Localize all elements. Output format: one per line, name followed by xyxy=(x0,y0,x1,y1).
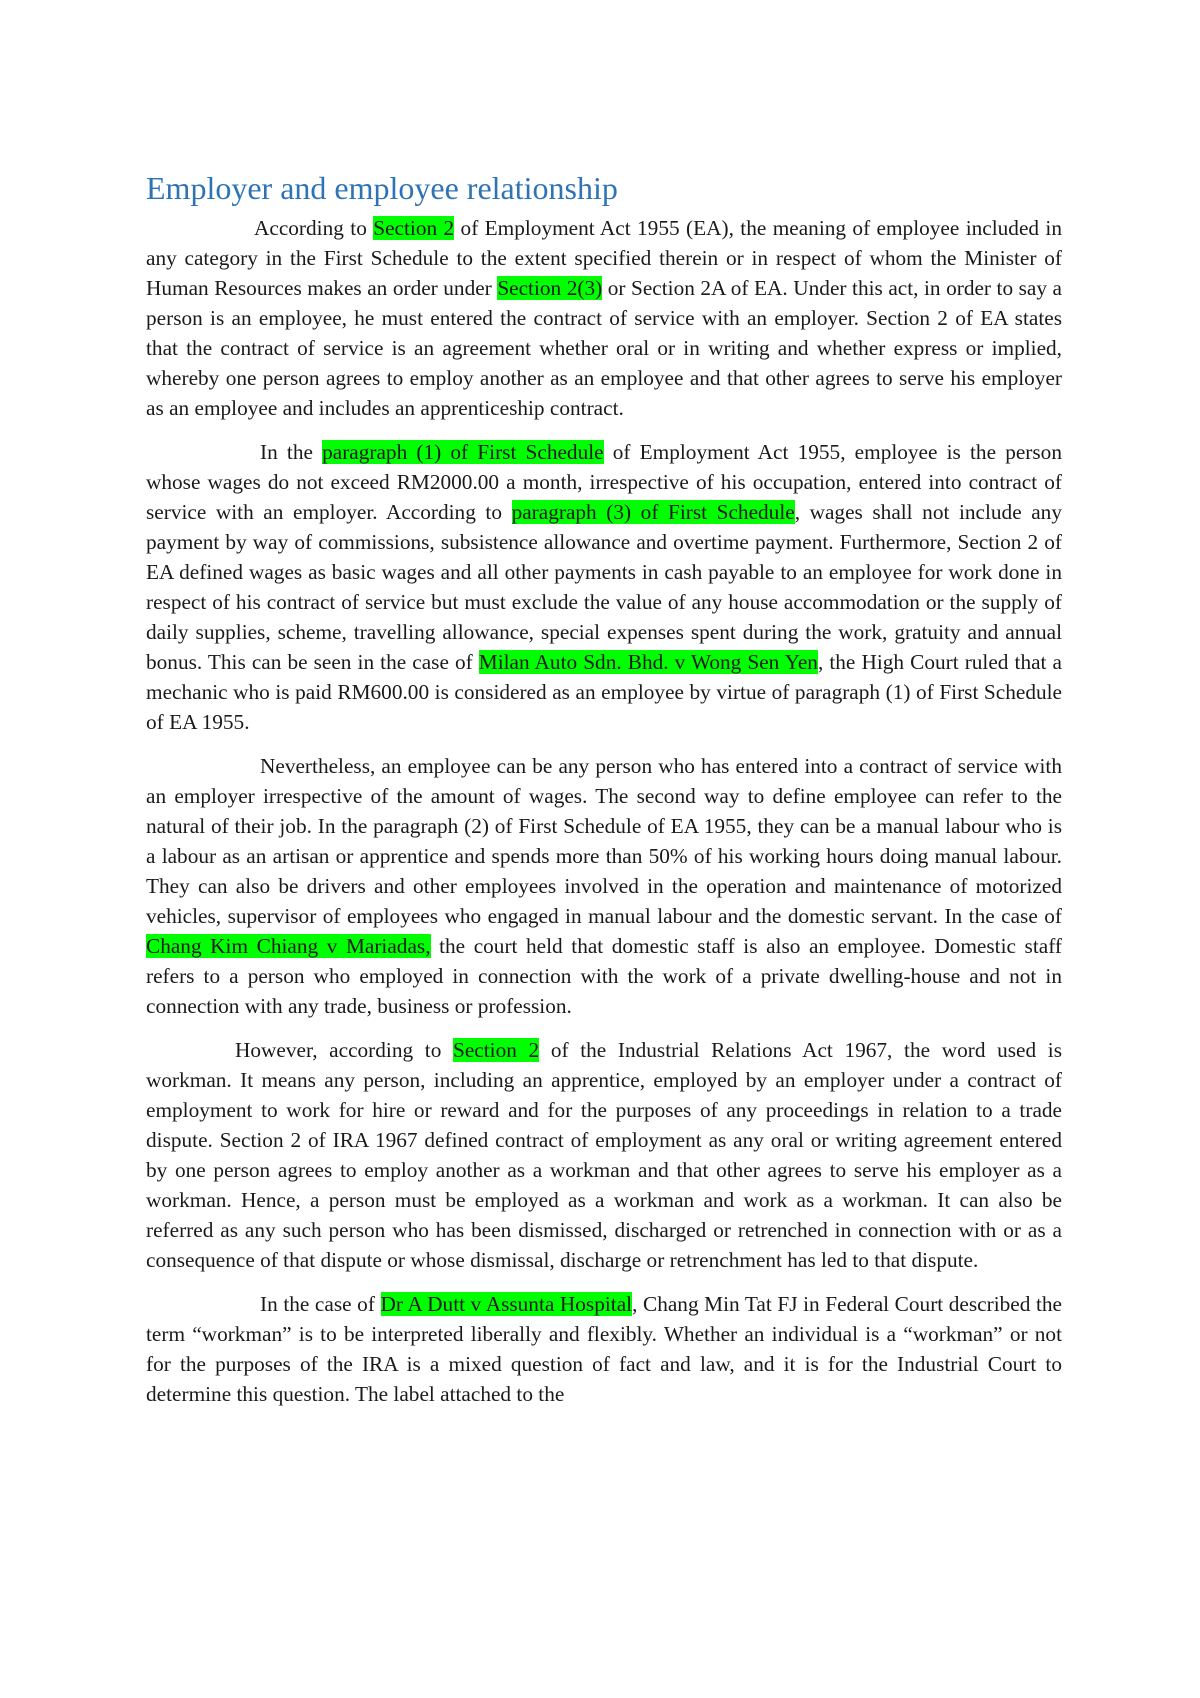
paragraph-2 xyxy=(146,437,1062,737)
document-heading: Employer and employee relationship xyxy=(146,170,618,206)
text-run: However, according to xyxy=(235,1038,453,1062)
paragraph-5 xyxy=(146,1289,1062,1409)
text-run: of the Industrial Relations Act 1967, the word used is workman. It means any person, including an apprentice, employed by an employer under a contract of employment to work for hire or reward and for the purposes of any proceedings in relation to a trade dispute. Section 2 of IRA 1967 defined contract of employment as any oral or writing agreement entered by one person agrees to employ another as a workman and that other agrees to serve his employer as a workman. Hence, a person must be employed as a workman and work as a workman. It can also be referred as any such person who has been dismissed, discharged or retrenched in connection with or as a consequence of that dispute or whose dismissal, discharge or retrenchment has led to that dispute. xyxy=(146,1038,1063,1272)
text-run: In the xyxy=(260,440,323,464)
text-run: Nevertheless, an employee can be any person who has entered into a contract of service with an employer irrespective of the amount of wages. The second way to define employee can refer to the natural of their job. In the paragraph (2) of First Schedule of EA 1955, they can be a manual labour who is a labour as an artisan or apprentice and spends more than 50% of his working hours doing manual labour. They can also be drivers and other employees involved in the operation and maintenance of motorized vehicles, supervisor of employees who engaged in manual labour and the domestic servant. In the case of xyxy=(146,754,1062,928)
highlighted-reference: Section 2(3) xyxy=(497,276,603,300)
text-run: of Employment Act 1955, employee is the person whose wages do not exceed RM2000.00 a month, irrespective of his occupation, entered into contract of service with an employer. According to xyxy=(146,440,1062,524)
text-run: , wages shall not include any payment by way of commissions, subsistence allowance and overtime payment. Furthermore, Section 2 of EA defined wages as basic wages and all other payments in cash payable to an employee for work done in respect of his contract of service but must exclude the value of any house accommodation or the supply of daily supplies, scheme, travelling allowance, special expenses spent during the work, gratuity and annual bonus. This can be seen in the case of xyxy=(146,500,1062,674)
highlighted-reference: paragraph (3) of First Schedule xyxy=(511,500,795,524)
text-run: or Section 2A of EA. Under this act, in order to say a person is an employee, he must entered the contract of service with an employer. Section 2 of EA states that the contract of service is an agreement whether oral or in writing and whether express or implied, whereby one person agrees to employ another as an employee and that other agrees to serve his employer as an employee and includes an apprenticeship contract. xyxy=(146,276,1062,420)
text-run: According to xyxy=(254,216,374,240)
text-run: In the case of xyxy=(260,1292,381,1316)
text-run: of Employment Act 1955 (EA), the meaning of employee included in any category in the First Schedule to the extent specified therein or in respect of whom the Minister of Human Resources makes an order under xyxy=(146,216,1062,300)
paragraph-4 xyxy=(146,1035,1062,1275)
text-run: the court held that domestic staff is also an employee. Domestic staff refers to a person who employed in connection with the work of a private dwelling-house and not in connection with any trade, business or profession. xyxy=(146,934,1062,1018)
highlighted-reference: Section 2 xyxy=(453,1038,540,1062)
paragraph-3 xyxy=(146,751,1062,1021)
highlighted-reference: Section 2 xyxy=(373,216,455,240)
text-run: , the High Court ruled that a mechanic who is paid RM600.00 is considered as an employee by virtue of paragraph (1) of First Schedule of EA 1955. xyxy=(146,650,1062,734)
text-run: , Chang Min Tat FJ in Federal Court described the term “workman” is to be interpreted liberally and flexibly. Whether an individual is a “workman” or not for the purposes of the IRA is a mixed question of fact and law, and it is for the Industrial Court to determine this question. The label attached to the xyxy=(146,1292,1062,1406)
highlighted-case-name: Milan Auto Sdn. Bhd. v Wong Sen Yen xyxy=(478,650,818,674)
document-content xyxy=(146,168,1062,1423)
highlighted-case-name: Chang Kim Chiang v Mariadas, xyxy=(146,934,431,958)
highlighted-case-name: Dr A Dutt v Assunta Hospital xyxy=(380,1292,633,1316)
highlighted-reference: paragraph (1) of First Schedule xyxy=(322,440,604,464)
paragraph-1 xyxy=(146,213,1062,423)
